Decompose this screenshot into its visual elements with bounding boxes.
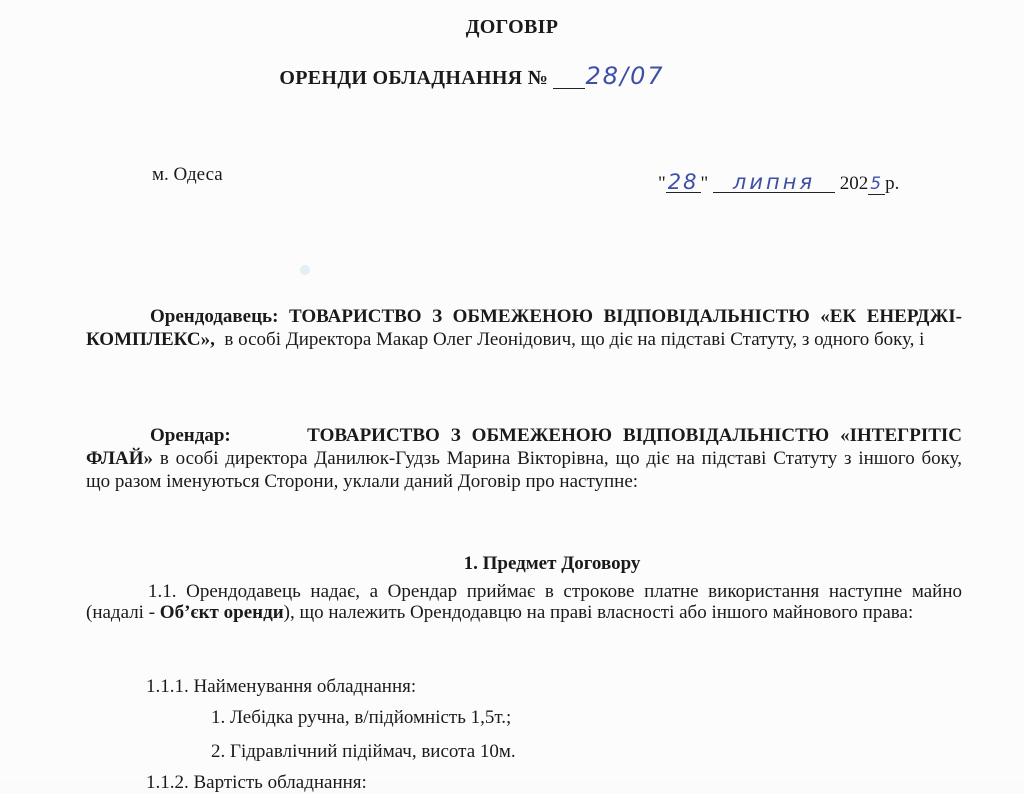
lessor-label: Орендодавець: <box>150 306 279 327</box>
lessor-paragraph <box>86 305 962 351</box>
clause-1-1-bold: Об’єкт оренди <box>159 602 284 623</box>
lessor-name-line2: ЕНЕРДЖІ-КОМПЛЕКС», <box>86 306 962 350</box>
clause-1-1-before: 1.1. Орендодавець надає, а Орендар приймає в строкове платне використання наступне майно (надалі - <box>86 581 962 623</box>
lessee-paragraph <box>86 424 962 493</box>
clause-1-1-after: ), що належить Орендодавцю на праві власності або іншого майнового права: <box>283 602 914 623</box>
lessor-text: в особі Директора Макар Олег Леонідович, що діє на підставі Статуту, з одного боку, і <box>224 329 925 350</box>
date-year-prefix: 202 <box>839 173 869 194</box>
clause-1-1 <box>86 581 962 623</box>
lessee-name-line2: «ІНТЕГРІТІС ФЛАЙ» <box>86 425 963 469</box>
paper-stain <box>300 265 310 275</box>
date-year-end: р. <box>885 173 900 194</box>
lessee-label: Орендар: <box>150 425 231 446</box>
subtitle-text: ОРЕНДИ ОБЛАДНАННЯ № <box>279 67 549 89</box>
lessee-text: в особі директора Данилюк-Гудзь Марина Вікторівна, що діє на підставі Статуту з іншого боку, що разом іменуються Сторони, уклали даний Договір про наступне: <box>86 448 962 492</box>
lessee-name-line1: ТОВАРИСТВО З ОБМЕЖЕНОЮ ВІДПОВІДАЛЬНІСТЮ <box>307 425 830 446</box>
document-subtitle <box>0 62 984 90</box>
date-day-handwritten: 28 <box>667 170 699 194</box>
equipment-item-1: 1. Лебідка ручна, в/підйомність 1,5т.; <box>211 707 512 728</box>
contract-number-handwritten: 28/07 <box>585 62 665 90</box>
date-year-suffix-handwritten: 5 <box>870 174 884 194</box>
contract-date: "28 " липня 202 5 р. <box>658 170 900 194</box>
date-month-handwritten: липня <box>713 172 835 193</box>
clause-1-1-1: 1.1.1. Найменування обладнання: <box>146 676 417 697</box>
lessor-name-line1: ТОВАРИСТВО З ОБМЕЖЕНОЮ ВІДПОВІДАЛЬНІСТЮ «ЕК <box>288 306 857 327</box>
clause-1-1-2: 1.1.2. Вартість обладнання: <box>146 772 367 793</box>
city: м. Одеса <box>152 164 223 185</box>
section-heading: 1. Предмет Договору <box>463 553 641 574</box>
document-title: ДОГОВІР <box>465 16 559 38</box>
equipment-item-2: 2. Гідравлічний підіймач, висота 10м. <box>211 741 516 762</box>
